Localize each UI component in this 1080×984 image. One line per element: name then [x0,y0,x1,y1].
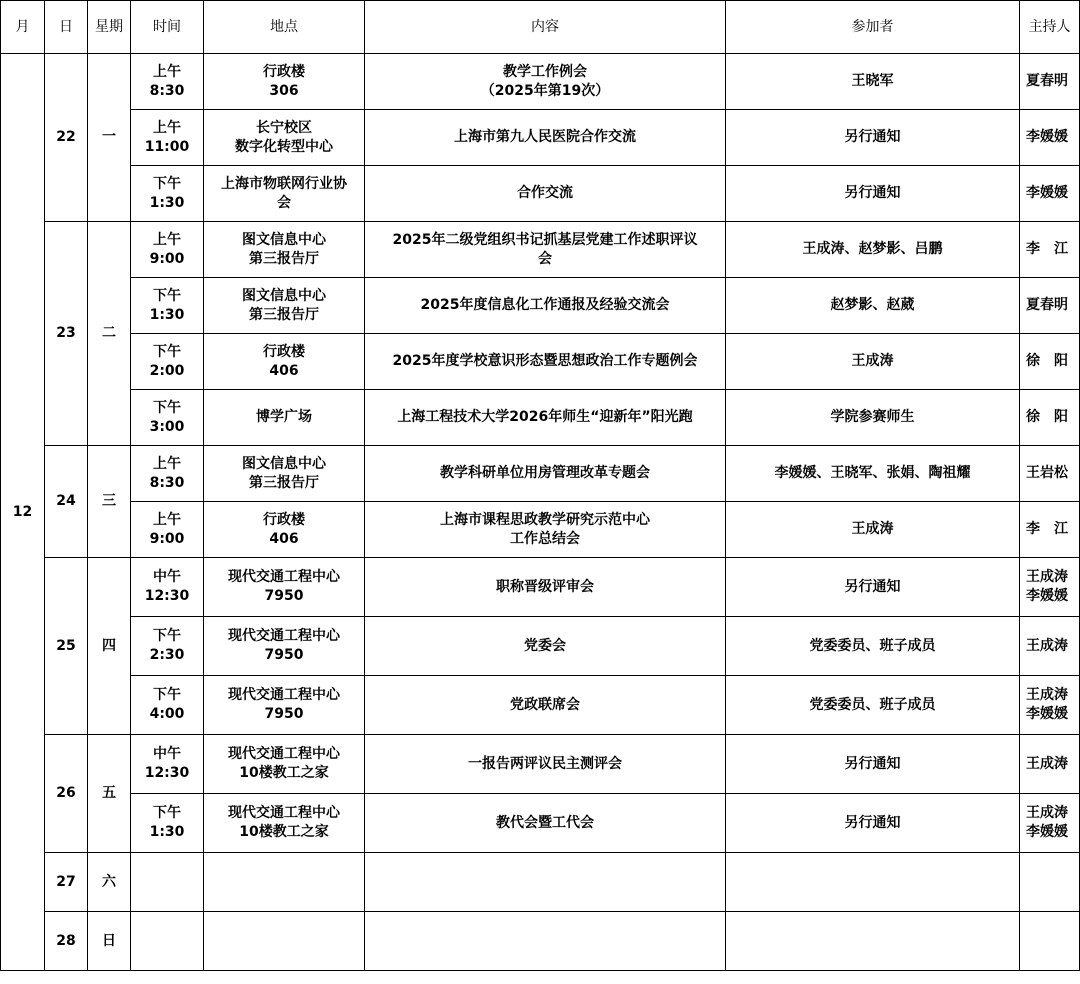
participants-cell: 党委委员、班子成员 [726,676,1020,735]
table-row [1,334,1080,390]
table-row [1,912,1080,971]
content-cell: 2025年度信息化工作通报及经验交流会 [365,278,726,334]
host-cell: 王成涛 [1020,735,1080,794]
participants-cell: 另行通知 [726,735,1020,794]
host-cell: 王成涛 李媛媛 [1020,558,1080,617]
time-cell [131,853,204,912]
header-row [1,1,1080,54]
day-cell: 24 [45,446,88,558]
participants-cell: 王成涛、赵梦影、吕鹏 [726,222,1020,278]
time-cell: 下午 1:30 [131,278,204,334]
header-time: 时间 [131,1,204,54]
header-host: 主持人 [1020,1,1080,54]
participants-cell: 党委委员、班子成员 [726,617,1020,676]
host-cell: 李 江 [1020,502,1080,558]
participants-cell: 另行通知 [726,558,1020,617]
location-cell: 长宁校区 数字化转型中心 [204,110,365,166]
host-cell: 李媛媛 [1020,166,1080,222]
host-cell: 夏春明 [1020,278,1080,334]
time-cell: 下午 3:00 [131,390,204,446]
host-cell: 王成涛 李媛媛 [1020,676,1080,735]
participants-cell: 王成涛 [726,502,1020,558]
participants-cell: 王晓军 [726,54,1020,110]
day-cell: 22 [45,54,88,222]
host-cell [1020,912,1080,971]
host-cell: 徐 阳 [1020,390,1080,446]
content-cell: 党委会 [365,617,726,676]
content-cell: 一报告两评议民主测评会 [365,735,726,794]
time-cell: 下午 2:00 [131,334,204,390]
table-row [1,110,1080,166]
weekday-cell: 日 [88,912,131,971]
content-cell: 教学科研单位用房管理改革专题会 [365,446,726,502]
host-cell: 夏春明 [1020,54,1080,110]
weekday-cell: 三 [88,446,131,558]
host-cell: 徐 阳 [1020,334,1080,390]
header-day: 日 [45,1,88,54]
participants-cell: 王成涛 [726,334,1020,390]
content-cell: 2025年度学校意识形态暨思想政治工作专题例会 [365,334,726,390]
host-cell [1020,853,1080,912]
participants-cell: 另行通知 [726,110,1020,166]
time-cell: 上午 9:00 [131,222,204,278]
day-cell: 23 [45,222,88,446]
location-cell: 行政楼 406 [204,334,365,390]
table-row [1,853,1080,912]
content-cell: 上海工程技术大学2026年师生“迎新年”阳光跑 [365,390,726,446]
weekday-cell: 六 [88,853,131,912]
time-cell: 上午 11:00 [131,110,204,166]
time-cell [131,912,204,971]
host-cell: 王成涛 李媛媛 [1020,794,1080,853]
host-cell: 王成涛 [1020,617,1080,676]
time-cell: 下午 4:00 [131,676,204,735]
host-cell: 王岩松 [1020,446,1080,502]
day-cell: 28 [45,912,88,971]
weekday-cell: 四 [88,558,131,735]
location-cell: 现代交通工程中心 10楼教工之家 [204,735,365,794]
location-cell: 图文信息中心 第三报告厅 [204,446,365,502]
time-cell: 中午 12:30 [131,558,204,617]
table-row [1,558,1080,617]
header-participants: 参加者 [726,1,1020,54]
location-cell: 现代交通工程中心 7950 [204,617,365,676]
location-cell: 行政楼 306 [204,54,365,110]
content-cell: 合作交流 [365,166,726,222]
content-cell [365,912,726,971]
location-cell: 现代交通工程中心 7950 [204,676,365,735]
location-cell: 图文信息中心 第三报告厅 [204,222,365,278]
time-cell: 上午 9:00 [131,502,204,558]
table-row [1,502,1080,558]
table-row [1,54,1080,110]
table-row [1,446,1080,502]
participants-cell: 李媛媛、王晓军、张娟、陶祖耀 [726,446,1020,502]
content-cell: 上海市课程思政教学研究示范中心 工作总结会 [365,502,726,558]
location-cell: 行政楼 406 [204,502,365,558]
table-row [1,617,1080,676]
table-row [1,735,1080,794]
header-location: 地点 [204,1,365,54]
time-cell: 下午 2:30 [131,617,204,676]
day-cell: 27 [45,853,88,912]
location-cell: 现代交通工程中心 10楼教工之家 [204,794,365,853]
table-row [1,278,1080,334]
table-row [1,390,1080,446]
participants-cell: 另行通知 [726,166,1020,222]
table-row [1,676,1080,735]
location-cell [204,853,365,912]
day-cell: 25 [45,558,88,735]
weekday-cell: 五 [88,735,131,853]
table-row [1,166,1080,222]
header-weekday: 星期 [88,1,131,54]
content-cell: 上海市第九人民医院合作交流 [365,110,726,166]
participants-cell [726,853,1020,912]
content-cell: 2025年二级党组织书记抓基层党建工作述职评议 会 [365,222,726,278]
table-row [1,222,1080,278]
location-cell: 上海市物联网行业协 会 [204,166,365,222]
time-cell: 下午 1:30 [131,166,204,222]
table-row [1,794,1080,853]
day-cell: 26 [45,735,88,853]
header-content: 内容 [365,1,726,54]
location-cell [204,912,365,971]
time-cell: 下午 1:30 [131,794,204,853]
location-cell: 博学广场 [204,390,365,446]
host-cell: 李媛媛 [1020,110,1080,166]
month-cell: 12 [1,54,45,971]
content-cell: 党政联席会 [365,676,726,735]
host-cell: 李 江 [1020,222,1080,278]
header-month: 月 [1,1,45,54]
weekday-cell: 二 [88,222,131,446]
participants-cell: 另行通知 [726,794,1020,853]
location-cell: 现代交通工程中心 7950 [204,558,365,617]
location-cell: 图文信息中心 第三报告厅 [204,278,365,334]
weekday-cell: 一 [88,54,131,222]
time-cell: 上午 8:30 [131,446,204,502]
time-cell: 中午 12:30 [131,735,204,794]
participants-cell [726,912,1020,971]
participants-cell: 学院参赛师生 [726,390,1020,446]
content-cell: 教代会暨工代会 [365,794,726,853]
participants-cell: 赵梦影、赵葳 [726,278,1020,334]
time-cell: 上午 8:30 [131,54,204,110]
content-cell: 教学工作例会 （2025年第19次） [365,54,726,110]
content-cell: 职称晋级评审会 [365,558,726,617]
content-cell [365,853,726,912]
